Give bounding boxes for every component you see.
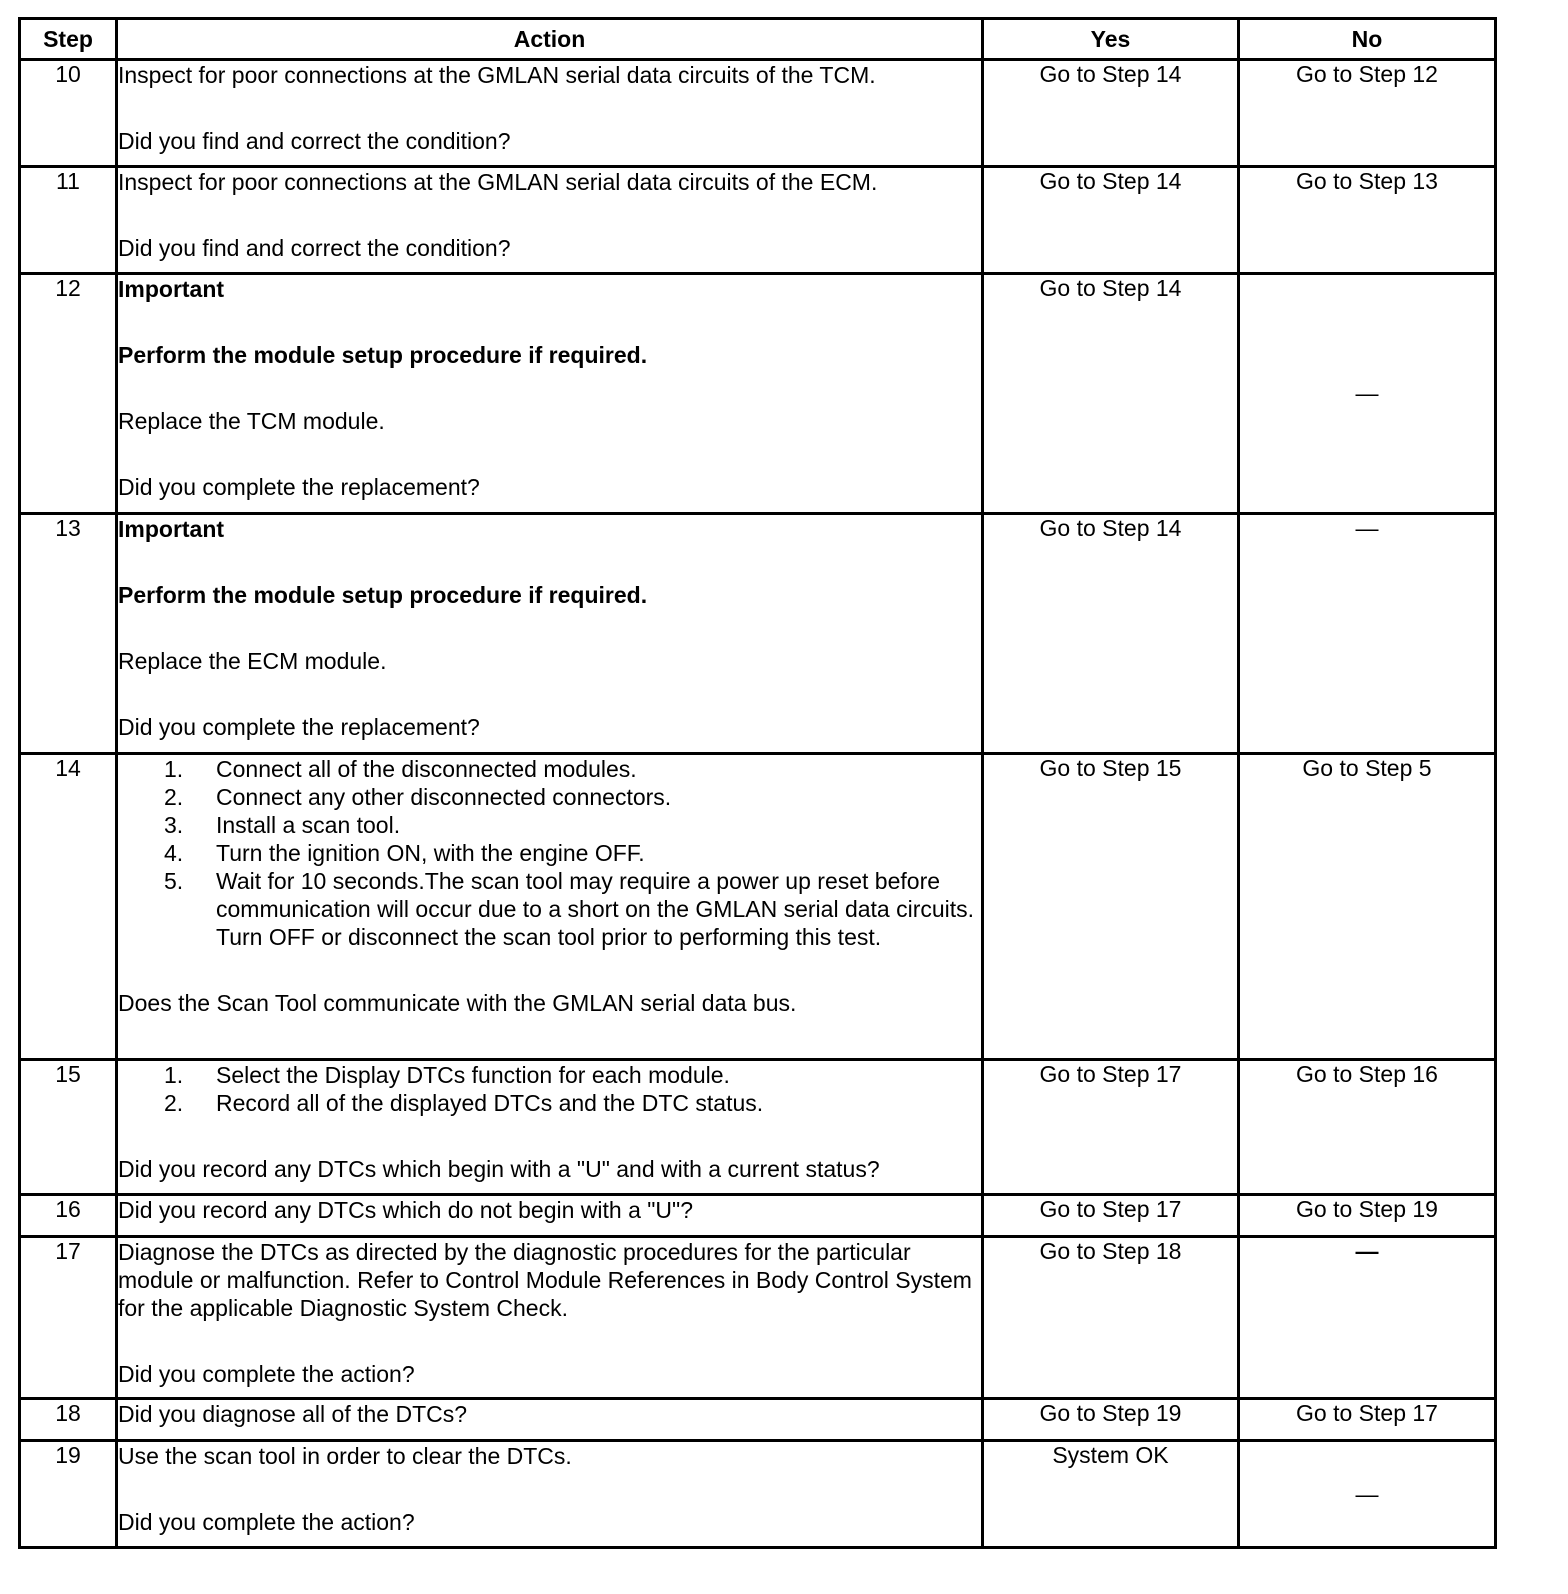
list-number: 2. bbox=[164, 784, 184, 810]
action-cell bbox=[117, 1399, 983, 1441]
action-text: Replace the ECM module. bbox=[118, 648, 387, 674]
important-note: Perform the module setup procedure if required. bbox=[118, 582, 648, 608]
yes-result: Go to Step 14 bbox=[983, 514, 1239, 754]
header-row bbox=[20, 19, 1496, 60]
list-item bbox=[164, 839, 981, 867]
yes-result: Go to Step 14 bbox=[983, 274, 1239, 514]
action-cell bbox=[117, 167, 983, 274]
table-row bbox=[20, 1441, 1496, 1548]
no-result: Go to Step 17 bbox=[1239, 1399, 1496, 1441]
header-yes: Yes bbox=[983, 19, 1239, 60]
list-text: Wait for 10 seconds.The scan tool may require a power up reset before communication will occur due to a short on the GMLAN serial data circuits. Turn OFF or disconnect the scan tool prior to performing this test. bbox=[216, 868, 975, 950]
list-item bbox=[164, 755, 981, 783]
list-text: Connect all of the disconnected modules. bbox=[216, 756, 637, 782]
no-result: — bbox=[1239, 1441, 1496, 1548]
list-text: Install a scan tool. bbox=[216, 812, 401, 838]
action-cell bbox=[117, 514, 983, 754]
action-cell bbox=[117, 1060, 983, 1195]
no-result: Go to Step 5 bbox=[1239, 754, 1496, 1060]
list-item bbox=[164, 867, 981, 951]
action-question: Did you find and correct the condition? bbox=[118, 235, 511, 261]
action-text: Use the scan tool in order to clear the DTCs. bbox=[118, 1443, 572, 1469]
table-row bbox=[20, 1195, 1496, 1237]
yes-result: Go to Step 19 bbox=[983, 1399, 1239, 1441]
no-result: — bbox=[1239, 514, 1496, 754]
no-result: Go to Step 19 bbox=[1239, 1195, 1496, 1237]
action-cell bbox=[117, 274, 983, 514]
step-number: 15 bbox=[20, 1060, 117, 1195]
action-question: Did you complete the replacement? bbox=[118, 714, 480, 740]
action-text: Replace the TCM module. bbox=[118, 408, 385, 434]
action-text: Inspect for poor connections at the GMLAN serial data circuits of the TCM. bbox=[118, 62, 876, 88]
action-cell bbox=[117, 754, 983, 1060]
no-result: — bbox=[1239, 1237, 1496, 1399]
action-question: Did you record any DTCs which do not begin with a "U"? bbox=[118, 1197, 693, 1223]
list-number: 3. bbox=[164, 812, 184, 838]
yes-result: Go to Step 17 bbox=[983, 1060, 1239, 1195]
table-row bbox=[20, 1237, 1496, 1399]
action-cell bbox=[117, 60, 983, 167]
list-item bbox=[164, 811, 981, 839]
header-step: Step bbox=[20, 19, 117, 60]
table-row bbox=[20, 274, 1496, 514]
table-row bbox=[20, 60, 1496, 167]
action-question: Does the Scan Tool communicate with the GMLAN serial data bus. bbox=[118, 990, 797, 1016]
action-question: Did you record any DTCs which begin with a "U" and with a current status? bbox=[118, 1156, 880, 1182]
action-cell bbox=[117, 1441, 983, 1548]
step-number: 19 bbox=[20, 1441, 117, 1548]
procedure-list bbox=[118, 1061, 981, 1117]
step-number: 12 bbox=[20, 274, 117, 514]
step-number: 13 bbox=[20, 514, 117, 754]
action-cell bbox=[117, 1195, 983, 1237]
yes-result: System OK bbox=[983, 1441, 1239, 1548]
action-question: Did you diagnose all of the DTCs? bbox=[118, 1401, 468, 1427]
action-question: Did you complete the replacement? bbox=[118, 474, 480, 500]
list-item bbox=[164, 1089, 981, 1117]
action-text: Diagnose the DTCs as directed by the diagnostic procedures for the particular module or malfunction. Refer to Control Module References in Body Control System for the applicable Diagnostic System Check. bbox=[118, 1239, 972, 1321]
important-heading: Important bbox=[118, 516, 225, 542]
yes-result: Go to Step 14 bbox=[983, 60, 1239, 167]
list-text: Select the Display DTCs function for each module. bbox=[216, 1062, 730, 1088]
header-action: Action bbox=[117, 19, 983, 60]
step-number: 16 bbox=[20, 1195, 117, 1237]
important-note: Perform the module setup procedure if required. bbox=[118, 342, 648, 368]
procedure-list bbox=[118, 755, 981, 951]
table-row bbox=[20, 754, 1496, 1060]
step-number: 10 bbox=[20, 60, 117, 167]
list-item bbox=[164, 783, 981, 811]
list-number: 1. bbox=[164, 756, 184, 782]
important-heading: Important bbox=[118, 276, 225, 302]
no-result: Go to Step 12 bbox=[1239, 60, 1496, 167]
step-number: 14 bbox=[20, 754, 117, 1060]
no-result: Go to Step 13 bbox=[1239, 167, 1496, 274]
step-number: 11 bbox=[20, 167, 117, 274]
list-text: Connect any other disconnected connectors. bbox=[216, 784, 672, 810]
list-number: 4. bbox=[164, 840, 184, 866]
list-number: 5. bbox=[164, 868, 184, 894]
list-text: Record all of the displayed DTCs and the DTC status. bbox=[216, 1090, 764, 1116]
action-text: Inspect for poor connections at the GMLAN serial data circuits of the ECM. bbox=[118, 169, 878, 195]
yes-result: Go to Step 15 bbox=[983, 754, 1239, 1060]
action-question: Did you find and correct the condition? bbox=[118, 128, 511, 154]
step-number: 18 bbox=[20, 1399, 117, 1441]
action-question: Did you complete the action? bbox=[118, 1361, 415, 1387]
table-row bbox=[20, 167, 1496, 274]
table-row bbox=[20, 1399, 1496, 1441]
step-number: 17 bbox=[20, 1237, 117, 1399]
yes-result: Go to Step 17 bbox=[983, 1195, 1239, 1237]
table-row bbox=[20, 514, 1496, 754]
no-result: Go to Step 16 bbox=[1239, 1060, 1496, 1195]
table-row bbox=[20, 1060, 1496, 1195]
header-no: No bbox=[1239, 19, 1496, 60]
list-number: 2. bbox=[164, 1090, 184, 1116]
yes-result: Go to Step 14 bbox=[983, 167, 1239, 274]
diagnostic-table bbox=[18, 17, 1497, 1549]
list-text: Turn the ignition ON, with the engine OFF. bbox=[216, 840, 645, 866]
list-number: 1. bbox=[164, 1062, 184, 1088]
yes-result: Go to Step 18 bbox=[983, 1237, 1239, 1399]
list-item bbox=[164, 1061, 981, 1089]
action-question: Did you complete the action? bbox=[118, 1509, 415, 1535]
action-cell bbox=[117, 1237, 983, 1399]
no-result: — bbox=[1239, 274, 1496, 514]
